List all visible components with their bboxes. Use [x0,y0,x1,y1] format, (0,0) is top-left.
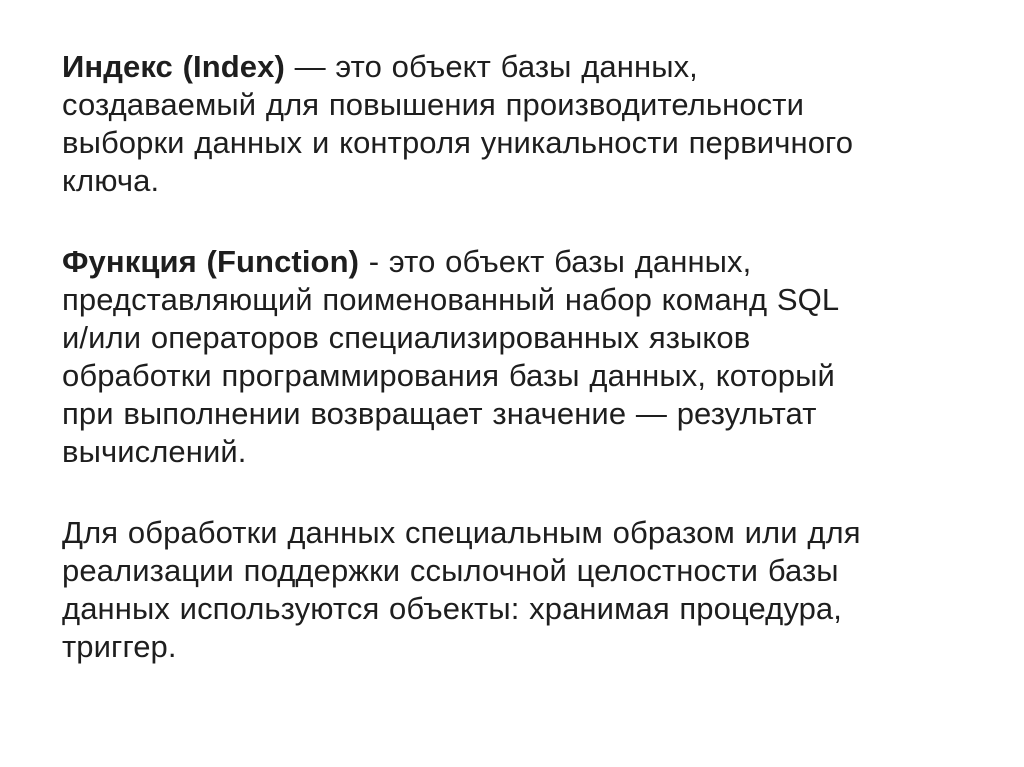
paragraph-line: триггер. [62,629,177,664]
stored-objects-paragraph [62,514,972,666]
paragraph-line: создаваемый для повышения производительности [62,87,804,122]
paragraph-line: представляющий поименованный набор команд SQL [62,282,840,317]
paragraph-line: данных используются объекты: хранимая процедура, [62,591,842,626]
paragraph-line: ключа. [62,163,160,198]
slide-body [62,48,972,666]
paragraph-line [62,243,972,281]
function-definition-paragraph [62,243,972,471]
paragraph-line: обработки программирования базы данных, который [62,358,835,393]
function-term: Функция (Function) [62,244,360,279]
paragraph-line: Для обработки данных специальным образом или для [62,515,861,550]
paragraph-line [62,48,972,86]
function-definition-text: - это объект базы данных, [359,244,752,279]
paragraph-line: при выполнении возвращает значение — результат [62,396,817,431]
index-definition-text: — это объект базы данных, [284,49,698,84]
paragraph-line: вычислений. [62,434,247,469]
index-term: Индекс (Index) [62,49,285,84]
paragraph-line: и/или операторов специализированных языков [62,320,751,355]
index-definition-paragraph [62,48,972,200]
paragraph-line: выборки данных и контроля уникальности первичного [62,125,854,160]
paragraph-line: реализации поддержки ссылочной целостности базы [62,553,839,588]
